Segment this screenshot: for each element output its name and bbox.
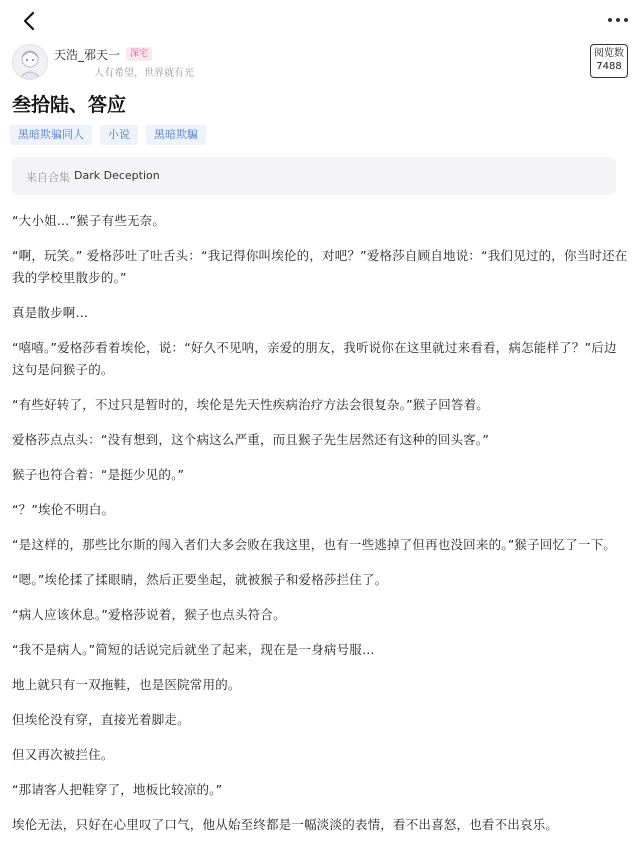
paragraph: “大小姐…”猴子有些无奈。 bbox=[12, 213, 166, 228]
tag-item[interactable]: 黑暗欺骗同人 bbox=[10, 125, 92, 145]
views-count: 7488 bbox=[596, 61, 622, 72]
more-dots-icon[interactable] bbox=[606, 12, 630, 28]
paragraph: “那请客人把鞋穿了，地板比较凉的。” bbox=[12, 782, 223, 797]
paragraph: “有些好转了，不过只是暂时的，埃伦是先天性疾病治疗方法会很复杂。”猴子回答着。 bbox=[12, 397, 490, 412]
article-body bbox=[12, 210, 628, 849]
author-bar bbox=[12, 44, 628, 80]
views-label: 阅览数 bbox=[594, 48, 624, 59]
collection-prefix: 来自合集 bbox=[26, 171, 70, 184]
paragraph: 猴子也符合着：“是挺少见的。” bbox=[12, 467, 185, 482]
article-title: 叁拾陆、答应 bbox=[12, 94, 127, 116]
paragraph: 地上就只有一双拖鞋，也是医院常用的。 bbox=[12, 677, 241, 692]
collection-name: Dark Deception bbox=[74, 169, 160, 182]
paragraph: “是这样的，那些比尔斯的闯入者们大多会败在我这里，也有一些逃掉了但再也没回来的。”猴子回忆了一下。 bbox=[12, 537, 617, 552]
chevron-left-icon[interactable] bbox=[18, 9, 42, 33]
paragraph: “嗯。”埃伦揉了揉眼睛，然后正要坐起，就被猴子和爱格莎拦住了。 bbox=[12, 572, 388, 587]
paragraph: “？”埃伦不明白。 bbox=[12, 502, 115, 517]
paragraph: “啊，玩笑。” 爱格莎吐了吐舌头：“我记得你叫埃伦的，对吧？”爱格莎自顾自地说：“我们见过的，你当时还在我的学校里散步的。” bbox=[12, 248, 628, 285]
views-box bbox=[590, 44, 628, 78]
paragraph: “嘻嘻。”爱格莎看着埃伦，说：“好久不见呐，亲爱的朋友，我听说你在这里就过来看看，病怎能样了？”后边这句是问猴子的。 bbox=[12, 340, 617, 377]
tag-item[interactable]: 黑暗欺騙 bbox=[146, 125, 206, 145]
author-name[interactable]: 天浩_邪天一 bbox=[54, 48, 121, 62]
paragraph: 真是散步啊… bbox=[12, 305, 89, 320]
paragraph: 埃伦无法，只好在心里叹了口气，他从始至终都是一幅淡淡的表情，看不出喜怒，也看不出哀乐。 bbox=[12, 817, 559, 832]
paragraph: “病人应该休息。”爱格莎说着，猴子也点头符合。 bbox=[12, 607, 286, 622]
tag-list bbox=[10, 125, 214, 145]
paragraph: 但埃伦没有穿，直接光着脚走。 bbox=[12, 712, 190, 727]
collection-link[interactable] bbox=[12, 157, 616, 195]
author-badge: 深宅 bbox=[126, 47, 152, 61]
paragraph: 但又再次被拦住。 bbox=[12, 747, 114, 762]
author-motto: 人有希望，世界就有光 bbox=[94, 68, 194, 79]
paragraph: “我不是病人。”简短的话说完后就坐了起来，现在是一身病号服… bbox=[12, 642, 375, 657]
tag-item[interactable]: 小说 bbox=[100, 125, 138, 145]
avatar[interactable] bbox=[12, 44, 48, 80]
top-bar bbox=[0, 0, 640, 40]
paragraph: 爱格莎点点头：“没有想到，这个病这么严重，而且猴子先生居然还有这种的回头客。” bbox=[12, 432, 490, 447]
